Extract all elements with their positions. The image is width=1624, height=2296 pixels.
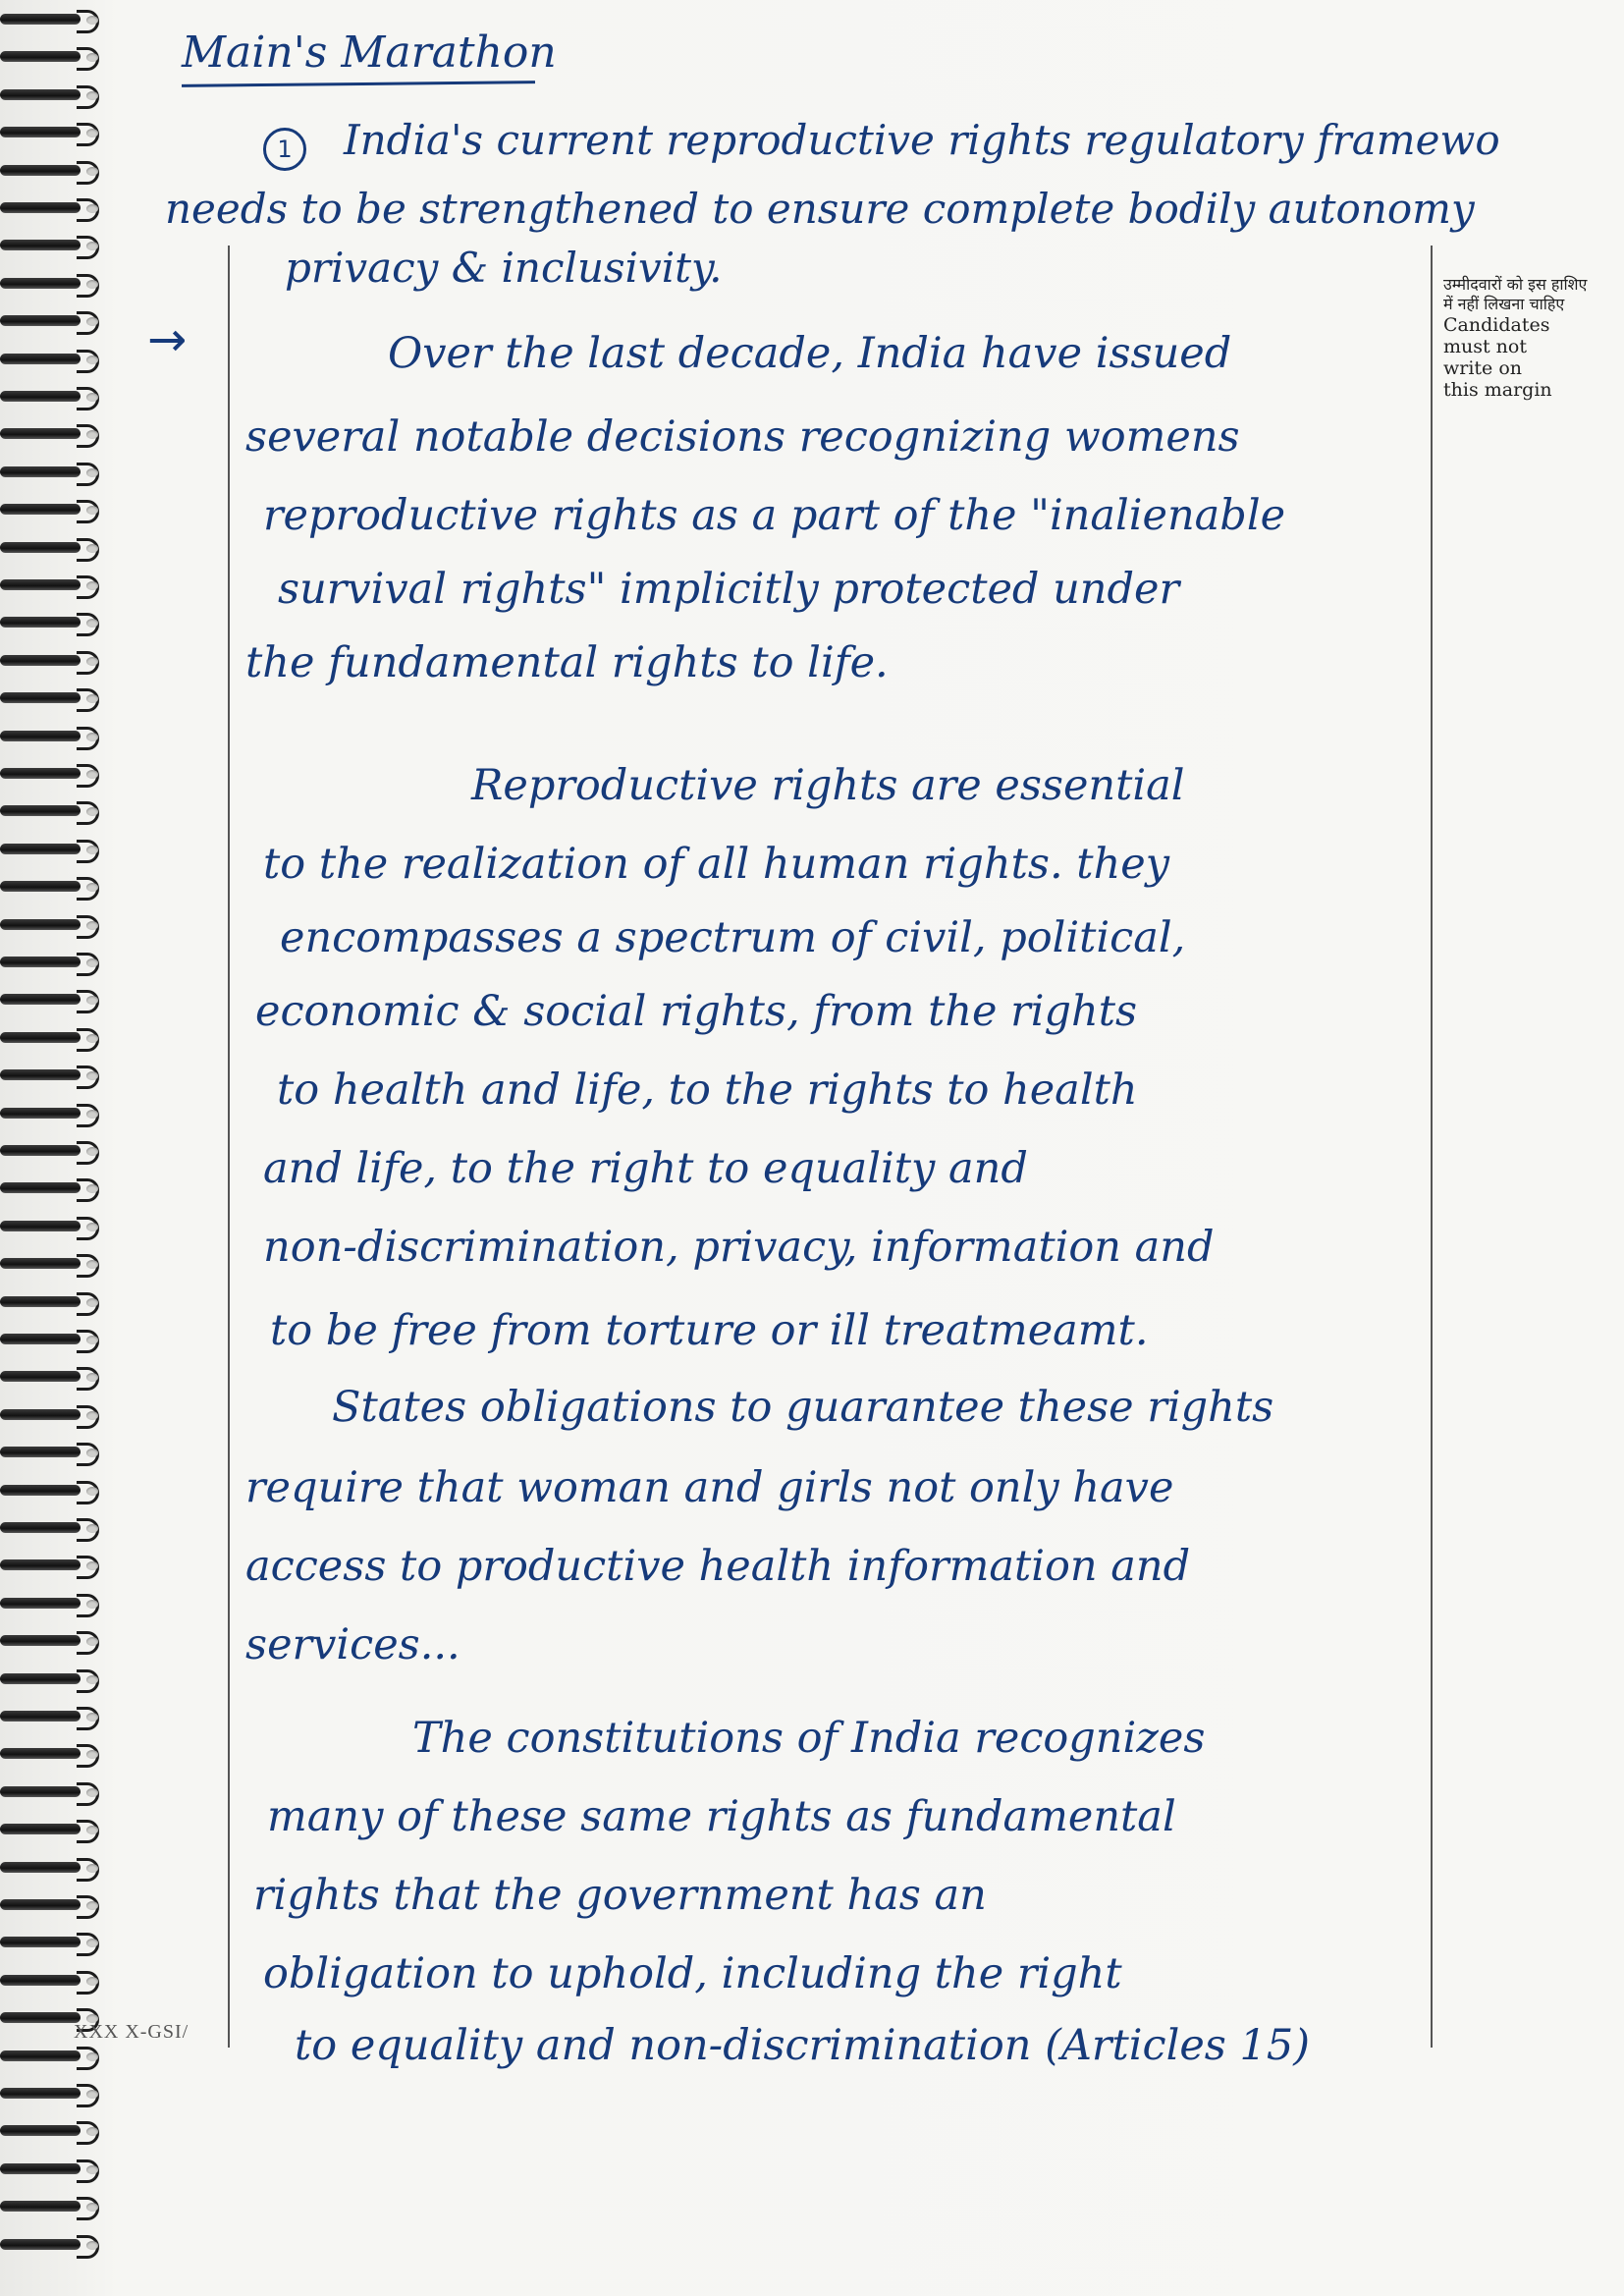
answer-line-4: survival rights" implicitly protected under bbox=[278, 565, 1180, 614]
spiral-coil bbox=[0, 1969, 108, 1993]
spiral-binding bbox=[0, 0, 118, 2296]
answer-line-15: require that woman and girls not only have bbox=[245, 1463, 1174, 1512]
spiral-coil bbox=[0, 498, 108, 521]
spiral-coil bbox=[0, 121, 108, 144]
question-number: 1 bbox=[263, 128, 306, 171]
spiral-coil bbox=[0, 1931, 108, 1954]
spiral-coil bbox=[0, 1479, 108, 1503]
spiral-coil bbox=[0, 2233, 108, 2257]
arrow-icon: → bbox=[147, 312, 188, 367]
question-line-3: privacy & inclusivity. bbox=[285, 244, 723, 292]
margin-note-line-4: this margin bbox=[1443, 379, 1552, 401]
page-title: Main's Marathon bbox=[182, 27, 557, 78]
spiral-coil bbox=[0, 725, 108, 748]
spiral-coil bbox=[0, 385, 108, 409]
spiral-coil bbox=[0, 83, 108, 107]
spiral-coil bbox=[0, 1629, 108, 1653]
margin-note-line-2: must not bbox=[1443, 336, 1527, 357]
spiral-coil bbox=[0, 422, 108, 446]
answer-line-9: economic & social rights, from the rights bbox=[255, 987, 1138, 1036]
spiral-coil bbox=[0, 913, 108, 937]
answer-line-3: reproductive rights as a part of the "inalienable bbox=[263, 491, 1286, 540]
answer-line-6: Reproductive rights are essential bbox=[471, 761, 1185, 810]
paper-code: XXX X-GSI/ bbox=[74, 2021, 189, 2043]
spiral-coil bbox=[0, 1365, 108, 1389]
answer-line-10: to health and life, to the rights to health bbox=[277, 1066, 1138, 1115]
answer-line-21: obligation to uphold, including the right bbox=[263, 1949, 1122, 1998]
answer-line-16: access to productive health information and bbox=[245, 1542, 1191, 1591]
answer-line-19: many of these same rights as fundamental bbox=[267, 1792, 1176, 1841]
spiral-coil bbox=[0, 1064, 108, 1087]
answer-line-1: Over the last decade, India have issued bbox=[388, 329, 1232, 378]
spiral-coil bbox=[0, 1026, 108, 1050]
spiral-coil bbox=[0, 348, 108, 371]
spiral-coil bbox=[0, 1856, 108, 1880]
answer-line-20: rights that the government has an bbox=[253, 1871, 987, 1920]
answer-line-17: services... bbox=[245, 1620, 460, 1669]
spiral-coil bbox=[0, 1705, 108, 1728]
spiral-coil bbox=[0, 8, 108, 31]
spiral-coil bbox=[0, 196, 108, 220]
spiral-coil bbox=[0, 234, 108, 257]
spiral-coil bbox=[0, 1554, 108, 1577]
spiral-coil bbox=[0, 2082, 108, 2105]
answer-line-8: encompasses a spectrum of civil, political, bbox=[280, 913, 1186, 962]
margin-note-line-1: Candidates bbox=[1443, 314, 1550, 336]
spiral-coil bbox=[0, 686, 108, 710]
spiral-coil bbox=[0, 1667, 108, 1691]
question-line-1: India's current reproductive rights regulatory framewo bbox=[344, 116, 1500, 164]
title-underline bbox=[182, 81, 535, 87]
spiral-coil bbox=[0, 2158, 108, 2181]
spiral-coil bbox=[0, 762, 108, 786]
spiral-coil bbox=[0, 1893, 108, 1917]
spiral-coil bbox=[0, 1290, 108, 1314]
spiral-coil bbox=[0, 1742, 108, 1766]
spiral-coil bbox=[0, 951, 108, 974]
margin-instruction bbox=[1443, 275, 1600, 401]
spiral-coil bbox=[0, 1139, 108, 1163]
spiral-coil bbox=[0, 1780, 108, 1804]
spiral-coil bbox=[0, 875, 108, 899]
spiral-coil bbox=[0, 2195, 108, 2218]
spiral-coil bbox=[0, 45, 108, 69]
spiral-coil bbox=[0, 272, 108, 296]
answer-line-22: to equality and non-discrimination (Articles 15) bbox=[295, 2021, 1311, 2070]
spiral-coil bbox=[0, 649, 108, 673]
spiral-coil bbox=[0, 1516, 108, 1540]
right-margin-rule bbox=[1431, 246, 1433, 2048]
spiral-coil bbox=[0, 799, 108, 823]
spiral-coil bbox=[0, 838, 108, 861]
spiral-coil bbox=[0, 1328, 108, 1351]
answer-line-2: several notable decisions recognizing womens bbox=[245, 412, 1240, 462]
margin-note-line-3: write on bbox=[1443, 357, 1523, 379]
spiral-coil bbox=[0, 1403, 108, 1427]
spiral-coil bbox=[0, 1176, 108, 1200]
spiral-coil bbox=[0, 574, 108, 597]
spiral-coil bbox=[0, 611, 108, 634]
spiral-coil bbox=[0, 1818, 108, 1841]
spiral-coil bbox=[0, 1102, 108, 1125]
margin-note-hindi: उम्मीदवारों को इस हाशिए में नहीं लिखना चाहिए bbox=[1443, 275, 1588, 313]
spiral-coil bbox=[0, 1592, 108, 1615]
spiral-coil bbox=[0, 309, 108, 333]
answer-line-18: The constitutions of India recognizes bbox=[412, 1714, 1206, 1763]
spiral-coil bbox=[0, 2119, 108, 2143]
spiral-coil bbox=[0, 1441, 108, 1464]
answer-line-14: States obligations to guarantee these rights bbox=[332, 1383, 1274, 1432]
spiral-coil bbox=[0, 988, 108, 1011]
spiral-coil bbox=[0, 461, 108, 484]
answer-line-7: to the realization of all human rights. they bbox=[263, 840, 1170, 889]
spiral-coil bbox=[0, 1252, 108, 1276]
spiral-coil bbox=[0, 2045, 108, 2068]
answer-line-12: non-discrimination, privacy, information and bbox=[263, 1223, 1215, 1272]
answer-line-11: and life, to the right to equality and bbox=[263, 1144, 1028, 1193]
question-line-2: needs to be strengthened to ensure complete bodily autonomy bbox=[165, 185, 1475, 233]
spiral-coil bbox=[0, 536, 108, 560]
spiral-coil bbox=[0, 1215, 108, 1238]
answer-line-5: the fundamental rights to life. bbox=[245, 638, 889, 687]
answer-line-13: to be free from torture or ill treatmeamt. bbox=[270, 1306, 1149, 1355]
left-margin-rule bbox=[228, 246, 230, 2048]
spiral-coil bbox=[0, 159, 108, 183]
